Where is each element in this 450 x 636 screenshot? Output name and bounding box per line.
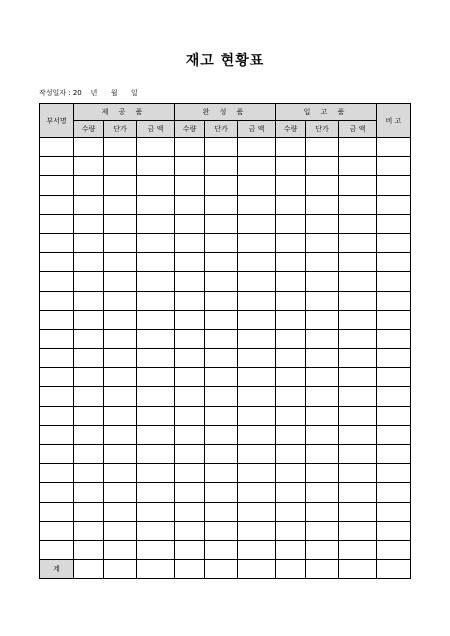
table-cell <box>377 483 411 502</box>
table-cell <box>104 483 137 502</box>
table-cell <box>74 138 104 157</box>
table-row <box>40 425 411 444</box>
table-cell <box>205 157 238 176</box>
table-cell <box>104 253 137 272</box>
table-cell <box>175 502 205 521</box>
table-cell <box>40 483 74 502</box>
table-body <box>40 138 411 579</box>
table-cell <box>40 253 74 272</box>
table-cell <box>238 272 276 291</box>
table-cell <box>339 329 377 348</box>
table-cell <box>175 445 205 464</box>
table-cell <box>137 176 175 195</box>
table-row <box>40 387 411 406</box>
table-cell <box>377 329 411 348</box>
table-row <box>40 195 411 214</box>
table-cell <box>377 445 411 464</box>
table-cell <box>339 195 377 214</box>
table-cell <box>276 483 306 502</box>
table-cell <box>175 157 205 176</box>
table-cell <box>238 502 276 521</box>
table-cell <box>205 368 238 387</box>
table-cell <box>339 291 377 310</box>
table-cell <box>40 368 74 387</box>
table-row <box>40 329 411 348</box>
table-cell <box>40 502 74 521</box>
table-cell <box>175 521 205 540</box>
table-cell <box>377 560 411 579</box>
table-cell <box>74 521 104 540</box>
table-cell <box>238 138 276 157</box>
table-cell <box>104 138 137 157</box>
table-cell <box>276 521 306 540</box>
table-cell <box>74 310 104 329</box>
table-cell <box>104 214 137 233</box>
table-cell <box>175 464 205 483</box>
table-cell <box>104 521 137 540</box>
table-cell <box>137 310 175 329</box>
table-cell <box>104 349 137 368</box>
table-cell <box>104 445 137 464</box>
table-cell <box>306 233 339 252</box>
table-cell <box>306 310 339 329</box>
table-row <box>40 272 411 291</box>
table-cell <box>339 233 377 252</box>
table-cell <box>104 502 137 521</box>
table-cell <box>205 310 238 329</box>
unit-price-header: 단가 <box>205 121 238 138</box>
table-cell <box>339 368 377 387</box>
group-header-received: 입 고 품 <box>276 104 377 121</box>
table-cell <box>276 195 306 214</box>
table-cell <box>40 349 74 368</box>
table-row <box>40 214 411 233</box>
table-cell <box>137 253 175 272</box>
table-cell <box>205 406 238 425</box>
qty-header: 수량 <box>175 121 205 138</box>
table-cell <box>238 368 276 387</box>
table-cell <box>276 445 306 464</box>
table-cell <box>306 425 339 444</box>
table-cell <box>276 540 306 559</box>
table-cell <box>40 464 74 483</box>
table-cell <box>339 138 377 157</box>
table-cell <box>276 176 306 195</box>
table-cell <box>175 233 205 252</box>
table-cell <box>339 157 377 176</box>
table-cell <box>40 138 74 157</box>
table-cell <box>137 368 175 387</box>
table-cell <box>238 329 276 348</box>
inventory-table <box>39 103 411 579</box>
table-cell <box>74 253 104 272</box>
table-cell <box>205 521 238 540</box>
table-cell <box>104 329 137 348</box>
table-cell <box>205 176 238 195</box>
table-cell <box>40 406 74 425</box>
group-header-finished: 완 성 품 <box>175 104 276 121</box>
table-cell <box>40 233 74 252</box>
table-row <box>40 233 411 252</box>
table-cell <box>339 483 377 502</box>
table-cell <box>306 560 339 579</box>
table-cell <box>377 138 411 157</box>
table-cell <box>175 195 205 214</box>
table-cell <box>74 483 104 502</box>
table-cell <box>205 349 238 368</box>
table-cell <box>205 272 238 291</box>
table-cell <box>377 195 411 214</box>
table-cell <box>205 138 238 157</box>
table-cell <box>339 310 377 329</box>
table-cell <box>238 445 276 464</box>
table-cell <box>276 291 306 310</box>
table-cell <box>276 349 306 368</box>
table-cell <box>339 387 377 406</box>
table-cell <box>40 176 74 195</box>
table-cell <box>377 233 411 252</box>
table-cell <box>74 502 104 521</box>
table-cell <box>306 253 339 272</box>
table-cell <box>306 521 339 540</box>
table-row <box>40 540 411 559</box>
table-cell <box>276 253 306 272</box>
table-cell <box>137 560 175 579</box>
table-cell <box>339 445 377 464</box>
amount-header: 금 액 <box>339 121 377 138</box>
date-line: 작성일자 : 20 년 월 일 <box>39 89 138 97</box>
table-cell <box>104 406 137 425</box>
amount-header: 금 액 <box>137 121 175 138</box>
table-cell <box>40 195 74 214</box>
table-cell <box>40 291 74 310</box>
table-cell <box>104 272 137 291</box>
table-cell <box>377 368 411 387</box>
table-cell <box>306 387 339 406</box>
table-cell <box>104 540 137 559</box>
table-cell <box>205 425 238 444</box>
qty-header: 수량 <box>74 121 104 138</box>
table-cell <box>137 521 175 540</box>
table-cell <box>175 483 205 502</box>
table-cell <box>377 214 411 233</box>
table-cell <box>175 291 205 310</box>
table-cell <box>175 540 205 559</box>
table-cell <box>175 272 205 291</box>
unit-price-header: 단가 <box>306 121 339 138</box>
table-cell <box>306 195 339 214</box>
table-cell <box>74 157 104 176</box>
table-cell <box>205 195 238 214</box>
table-cell <box>276 464 306 483</box>
table-cell <box>137 349 175 368</box>
table-cell <box>104 291 137 310</box>
table-cell <box>74 272 104 291</box>
table-cell <box>40 445 74 464</box>
table-row <box>40 464 411 483</box>
table-cell <box>276 272 306 291</box>
table-cell <box>40 214 74 233</box>
table-cell <box>276 560 306 579</box>
table-cell <box>238 560 276 579</box>
table-cell <box>175 214 205 233</box>
table-cell <box>40 157 74 176</box>
table-row <box>40 253 411 272</box>
table-cell <box>74 329 104 348</box>
table-cell <box>205 502 238 521</box>
table-cell <box>104 387 137 406</box>
table-cell <box>104 425 137 444</box>
table-cell <box>377 157 411 176</box>
table-cell <box>238 214 276 233</box>
table-cell <box>137 233 175 252</box>
table-cell <box>205 214 238 233</box>
table-cell <box>74 233 104 252</box>
table-cell <box>137 502 175 521</box>
table-cell <box>74 387 104 406</box>
table-cell <box>238 233 276 252</box>
table-cell <box>175 349 205 368</box>
table-cell <box>276 502 306 521</box>
table-cell <box>137 387 175 406</box>
table-cell <box>74 195 104 214</box>
table-cell <box>377 406 411 425</box>
table-cell <box>104 560 137 579</box>
table-cell <box>137 425 175 444</box>
table-cell <box>175 253 205 272</box>
table-cell <box>137 406 175 425</box>
table-cell <box>339 540 377 559</box>
table-cell <box>377 291 411 310</box>
table-cell <box>205 483 238 502</box>
table-cell <box>205 253 238 272</box>
table-cell <box>104 195 137 214</box>
table-cell <box>238 291 276 310</box>
table-cell <box>377 502 411 521</box>
document-title: 재고 현황표 <box>185 53 265 69</box>
table-cell <box>377 464 411 483</box>
table-cell <box>137 272 175 291</box>
table-cell <box>276 329 306 348</box>
table-cell <box>74 425 104 444</box>
table-row <box>40 502 411 521</box>
table-cell <box>238 406 276 425</box>
amount-header: 금 액 <box>238 121 276 138</box>
qty-header: 수량 <box>276 121 306 138</box>
table-row <box>40 176 411 195</box>
table-cell <box>306 272 339 291</box>
table-cell <box>74 291 104 310</box>
table-cell <box>306 502 339 521</box>
table-cell <box>205 560 238 579</box>
table-cell <box>205 445 238 464</box>
table-cell <box>40 329 74 348</box>
table-cell <box>205 233 238 252</box>
table-cell <box>339 560 377 579</box>
table-cell <box>377 176 411 195</box>
table-cell <box>377 272 411 291</box>
table-cell <box>306 214 339 233</box>
table-cell <box>74 176 104 195</box>
table-cell <box>377 425 411 444</box>
table-cell <box>339 464 377 483</box>
table-cell <box>306 291 339 310</box>
table-cell <box>104 464 137 483</box>
table-cell <box>238 521 276 540</box>
table-cell <box>339 425 377 444</box>
table-row <box>40 521 411 540</box>
table-cell <box>104 176 137 195</box>
group-header-wip: 제 공 품 <box>74 104 175 121</box>
table-cell <box>137 540 175 559</box>
table-cell <box>238 253 276 272</box>
table-cell <box>74 368 104 387</box>
table-cell <box>339 253 377 272</box>
unit-price-header: 단가 <box>104 121 137 138</box>
table-cell <box>238 387 276 406</box>
table-cell <box>276 138 306 157</box>
table-cell <box>175 138 205 157</box>
table-cell <box>74 540 104 559</box>
table-cell <box>205 387 238 406</box>
table-cell <box>205 329 238 348</box>
table-cell <box>104 310 137 329</box>
table-cell <box>306 540 339 559</box>
table-cell <box>339 214 377 233</box>
table-cell <box>74 445 104 464</box>
table-cell <box>306 176 339 195</box>
table-row <box>40 406 411 425</box>
table-row <box>40 445 411 464</box>
table-cell <box>175 387 205 406</box>
table-cell <box>339 349 377 368</box>
table-cell <box>306 483 339 502</box>
table-cell <box>175 560 205 579</box>
table-cell <box>175 310 205 329</box>
table-cell <box>377 310 411 329</box>
table-cell <box>306 406 339 425</box>
table-cell <box>238 464 276 483</box>
table-cell <box>339 272 377 291</box>
table-row <box>40 349 411 368</box>
table-cell <box>377 521 411 540</box>
table-cell <box>40 521 74 540</box>
table-cell <box>74 560 104 579</box>
table-cell <box>74 349 104 368</box>
table-cell <box>276 387 306 406</box>
table-cell <box>306 368 339 387</box>
table-cell <box>377 387 411 406</box>
table-row <box>40 157 411 176</box>
table-cell <box>175 176 205 195</box>
table-cell <box>137 483 175 502</box>
dept-header: 부서명 <box>40 104 74 138</box>
table-cell <box>74 464 104 483</box>
table-row <box>40 138 411 157</box>
table-cell <box>137 138 175 157</box>
table-cell <box>137 291 175 310</box>
table-cell <box>137 157 175 176</box>
table-cell <box>175 368 205 387</box>
table-cell <box>276 233 306 252</box>
table-cell <box>40 540 74 559</box>
table-cell <box>306 138 339 157</box>
table-row <box>40 310 411 329</box>
table-cell <box>40 272 74 291</box>
table-cell <box>104 368 137 387</box>
table-cell <box>175 329 205 348</box>
table-cell <box>377 253 411 272</box>
remarks-header: 비 고 <box>377 104 411 138</box>
table-cell <box>238 349 276 368</box>
total-row <box>40 560 411 579</box>
table-cell <box>276 214 306 233</box>
table-cell <box>238 195 276 214</box>
table-cell <box>238 425 276 444</box>
table-cell <box>306 329 339 348</box>
table-cell <box>377 540 411 559</box>
table-cell <box>74 406 104 425</box>
table-cell <box>137 195 175 214</box>
total-label: 계 <box>40 560 74 579</box>
table-cell <box>276 425 306 444</box>
table-cell <box>40 387 74 406</box>
table-cell <box>339 521 377 540</box>
table-cell <box>238 483 276 502</box>
table-cell <box>238 176 276 195</box>
table-cell <box>238 157 276 176</box>
table-cell <box>205 464 238 483</box>
table-cell <box>377 349 411 368</box>
table-cell <box>276 406 306 425</box>
table-cell <box>306 349 339 368</box>
table-cell <box>306 157 339 176</box>
table-cell <box>306 464 339 483</box>
table-cell <box>339 176 377 195</box>
table-cell <box>175 425 205 444</box>
table-cell <box>137 214 175 233</box>
table-cell <box>74 214 104 233</box>
table-cell <box>40 310 74 329</box>
table-cell <box>339 502 377 521</box>
table-cell <box>205 540 238 559</box>
table-row <box>40 483 411 502</box>
table-cell <box>276 368 306 387</box>
table-cell <box>104 233 137 252</box>
table-cell <box>40 425 74 444</box>
table-cell <box>238 310 276 329</box>
table-cell <box>175 406 205 425</box>
table-cell <box>137 445 175 464</box>
table-cell <box>238 540 276 559</box>
table-cell <box>137 329 175 348</box>
table-cell <box>276 157 306 176</box>
table-cell <box>276 310 306 329</box>
table-cell <box>205 291 238 310</box>
table-cell <box>104 157 137 176</box>
table-row <box>40 291 411 310</box>
table-cell <box>306 445 339 464</box>
table-row <box>40 368 411 387</box>
table-cell <box>137 464 175 483</box>
table-cell <box>339 406 377 425</box>
